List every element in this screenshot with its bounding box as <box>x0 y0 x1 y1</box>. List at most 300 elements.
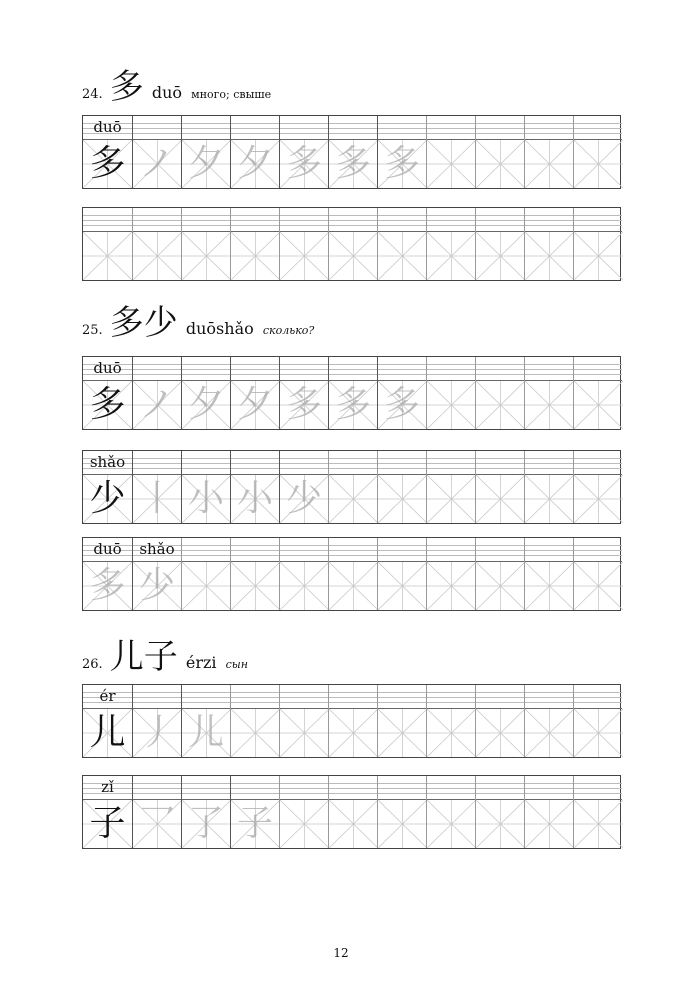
pinyin-guide-row <box>231 538 279 562</box>
grid-cell <box>573 208 622 280</box>
trace-character <box>525 140 573 188</box>
grid-cell <box>279 208 328 280</box>
cell-pinyin: duō <box>93 540 122 558</box>
grid-cell <box>377 538 426 610</box>
cell-pinyin: ér <box>99 687 116 705</box>
grid-cell <box>426 116 475 188</box>
grid-cell <box>132 451 181 523</box>
grid-cell <box>475 776 524 848</box>
trace-character <box>427 709 475 757</box>
mi-square <box>476 232 524 280</box>
pinyin-guide-row <box>182 776 230 800</box>
trace-character: 多 <box>383 143 420 184</box>
trace-character <box>329 709 377 757</box>
trace-character <box>476 562 524 610</box>
pinyin-guide-row <box>427 451 475 475</box>
mi-square <box>525 381 573 429</box>
grid-cell <box>475 116 524 188</box>
grid-cell <box>83 357 132 429</box>
trace-character: 乛 <box>138 803 175 844</box>
pinyin-guide-row <box>231 116 279 140</box>
mi-square <box>476 800 524 848</box>
grid-cell <box>377 451 426 523</box>
practice-grid <box>82 450 621 524</box>
mi-square <box>525 140 573 188</box>
trace-character: 多 <box>383 384 420 425</box>
trace-character <box>133 232 181 280</box>
grid-cell <box>83 451 132 523</box>
grid-cell <box>475 208 524 280</box>
pinyin-guide-row <box>574 776 622 800</box>
mi-square <box>182 475 230 523</box>
mi-square <box>329 140 377 188</box>
trace-character: 丨 <box>138 478 175 519</box>
trace-character <box>329 562 377 610</box>
mi-square <box>182 381 230 429</box>
grid-cell <box>573 116 622 188</box>
pinyin-guide-row <box>83 776 132 800</box>
pinyin-guide-row <box>83 208 132 232</box>
grid-cell <box>132 776 181 848</box>
trace-character <box>427 562 475 610</box>
mi-square <box>231 800 279 848</box>
trace-character <box>476 800 524 848</box>
grid-cell <box>279 116 328 188</box>
grid-cell <box>83 538 132 610</box>
grid-cell <box>426 357 475 429</box>
pinyin-guide-row <box>574 357 622 381</box>
entry-number: 25. <box>82 323 103 338</box>
grid-cell <box>230 776 279 848</box>
pinyin-guide-row <box>280 776 328 800</box>
grid-cell <box>426 538 475 610</box>
trace-character: 小 <box>236 478 273 519</box>
mi-square <box>378 232 426 280</box>
pinyin-guide-row <box>378 208 426 232</box>
page-number: 12 <box>333 946 349 960</box>
pinyin-guide-row <box>476 357 524 381</box>
mi-square <box>329 562 377 610</box>
entry-number: 24. <box>82 87 103 102</box>
mi-square <box>574 381 622 429</box>
mi-square <box>133 562 181 610</box>
mi-square <box>574 709 622 757</box>
mi-square <box>182 562 230 610</box>
grid-cell <box>328 685 377 757</box>
grid-cell <box>230 357 279 429</box>
mi-square <box>427 381 475 429</box>
mi-square <box>133 800 181 848</box>
mi-square <box>329 709 377 757</box>
pinyin-guide-row <box>280 451 328 475</box>
trace-character <box>182 232 230 280</box>
grid-cell <box>83 685 132 757</box>
grid-cell <box>524 776 573 848</box>
grid-cell <box>524 538 573 610</box>
trace-character <box>378 562 426 610</box>
pinyin-guide-row <box>231 357 279 381</box>
pinyin-guide-row <box>329 357 377 381</box>
trace-character: ノ <box>138 384 175 425</box>
trace-character <box>574 800 622 848</box>
mi-square <box>182 800 230 848</box>
pinyin-guide-row <box>574 116 622 140</box>
pinyin-guide-row <box>574 538 622 562</box>
grid-cell <box>83 776 132 848</box>
mi-square <box>83 381 132 429</box>
trace-character: 多 <box>285 384 322 425</box>
mi-square <box>133 475 181 523</box>
trace-character <box>476 232 524 280</box>
pinyin-guide-row <box>427 116 475 140</box>
pinyin-guide-row <box>427 685 475 709</box>
trace-character: 夕 <box>236 384 273 425</box>
pinyin-guide-row <box>525 357 573 381</box>
trace-character <box>231 709 279 757</box>
trace-character: 丿 <box>138 712 175 753</box>
model-character: 子 <box>89 803 126 844</box>
grid-cell <box>573 451 622 523</box>
mi-square <box>231 475 279 523</box>
grid-cell <box>426 451 475 523</box>
grid-cell <box>230 116 279 188</box>
mi-square <box>83 140 132 188</box>
trace-character: 儿 <box>187 712 224 753</box>
entry-pinyin: duō <box>151 83 183 102</box>
grid-cell <box>475 685 524 757</box>
pinyin-guide-row <box>378 685 426 709</box>
grid-cell <box>475 451 524 523</box>
trace-character <box>574 232 622 280</box>
mi-square <box>525 232 573 280</box>
trace-character <box>427 232 475 280</box>
trace-character <box>427 140 475 188</box>
pinyin-guide-row <box>133 357 181 381</box>
practice-grid <box>82 775 621 849</box>
pinyin-guide-row <box>378 451 426 475</box>
trace-character <box>476 709 524 757</box>
entry-pinyin: duōshǎo <box>185 319 254 338</box>
cell-pinyin: shǎo <box>89 453 126 471</box>
grid-cell <box>230 538 279 610</box>
trace-character <box>525 562 573 610</box>
mi-square <box>378 381 426 429</box>
grid-cell <box>475 538 524 610</box>
trace-character: 夕 <box>236 143 273 184</box>
trace-character <box>476 475 524 523</box>
trace-character <box>231 562 279 610</box>
mi-square <box>378 475 426 523</box>
pinyin-guide-row <box>525 538 573 562</box>
grid-cell <box>181 357 230 429</box>
trace-character: 夕 <box>187 143 224 184</box>
model-character: 多 <box>89 143 126 184</box>
pinyin-guide-row <box>280 538 328 562</box>
mi-square <box>231 140 279 188</box>
mi-square <box>574 800 622 848</box>
trace-character: 了 <box>187 803 224 844</box>
grid-cell <box>524 208 573 280</box>
grid-cell <box>377 685 426 757</box>
entry-hanzi: 多 <box>109 67 144 107</box>
pinyin-guide-row <box>329 116 377 140</box>
pinyin-guide-row <box>133 685 181 709</box>
trace-character <box>329 800 377 848</box>
mi-square <box>182 709 230 757</box>
mi-square <box>133 709 181 757</box>
entry-meaning: сын <box>225 658 249 671</box>
trace-character <box>574 562 622 610</box>
mi-square <box>525 475 573 523</box>
grid-cell <box>279 538 328 610</box>
pinyin-guide-row <box>231 685 279 709</box>
trace-character <box>378 232 426 280</box>
mi-square <box>427 709 475 757</box>
grid-cell <box>279 451 328 523</box>
grid-cell <box>279 685 328 757</box>
pinyin-guide-row <box>427 538 475 562</box>
trace-character: 少 <box>285 478 322 519</box>
grid-cell <box>132 208 181 280</box>
pinyin-guide-row <box>427 776 475 800</box>
grid-cell <box>181 685 230 757</box>
pinyin-guide-row <box>476 538 524 562</box>
mi-square <box>280 140 328 188</box>
entry-meaning: много; свыше <box>191 88 272 101</box>
trace-character <box>378 709 426 757</box>
mi-square <box>329 232 377 280</box>
pinyin-guide-row <box>83 685 132 709</box>
trace-character <box>182 562 230 610</box>
trace-character <box>574 381 622 429</box>
grid-cell <box>573 776 622 848</box>
mi-square <box>83 232 132 280</box>
pinyin-guide-row <box>525 685 573 709</box>
trace-character <box>525 709 573 757</box>
trace-character <box>525 800 573 848</box>
pinyin-guide-row <box>280 116 328 140</box>
grid-cell <box>230 208 279 280</box>
entry-hanzi: 多少 <box>109 303 178 343</box>
pinyin-guide-row <box>182 538 230 562</box>
mi-square <box>280 381 328 429</box>
pinyin-guide-row <box>525 451 573 475</box>
trace-character <box>574 709 622 757</box>
grid-cell <box>328 776 377 848</box>
trace-character <box>427 475 475 523</box>
entry-hanzi: 儿子 <box>109 637 178 677</box>
grid-cell <box>132 357 181 429</box>
trace-character <box>525 232 573 280</box>
pinyin-guide-row <box>329 776 377 800</box>
grid-cell <box>328 357 377 429</box>
grid-cell <box>524 451 573 523</box>
pinyin-guide-row <box>574 685 622 709</box>
trace-character <box>525 381 573 429</box>
trace-character: 多 <box>89 565 126 606</box>
grid-cell <box>132 538 181 610</box>
trace-character <box>231 232 279 280</box>
pinyin-guide-row <box>133 451 181 475</box>
pinyin-guide-row <box>574 208 622 232</box>
grid-cell <box>328 451 377 523</box>
grid-cell <box>328 538 377 610</box>
model-character: 多 <box>89 384 126 425</box>
mi-square <box>427 562 475 610</box>
trace-character: 夕 <box>187 384 224 425</box>
trace-character <box>378 475 426 523</box>
pinyin-guide-row <box>525 776 573 800</box>
grid-cell <box>377 116 426 188</box>
cell-pinyin: duō <box>93 359 122 377</box>
trace-character <box>476 381 524 429</box>
pinyin-guide-row <box>476 776 524 800</box>
grid-cell <box>181 776 230 848</box>
grid-cell <box>377 208 426 280</box>
mi-square <box>574 140 622 188</box>
mi-square <box>329 381 377 429</box>
grid-cell <box>426 208 475 280</box>
trace-character <box>280 709 328 757</box>
mi-square <box>83 709 132 757</box>
practice-grid <box>82 115 621 189</box>
trace-character <box>280 800 328 848</box>
cell-pinyin: shǎo <box>139 540 175 558</box>
grid-cell <box>328 208 377 280</box>
trace-character: 小 <box>187 478 224 519</box>
trace-character <box>83 232 132 280</box>
mi-square <box>231 709 279 757</box>
practice-grid <box>82 537 621 611</box>
trace-character <box>574 140 622 188</box>
mi-square <box>280 800 328 848</box>
grid-cell <box>377 776 426 848</box>
mi-square <box>525 562 573 610</box>
trace-character <box>329 232 377 280</box>
mi-square <box>378 140 426 188</box>
pinyin-guide-row <box>574 451 622 475</box>
mi-square <box>476 709 524 757</box>
pinyin-guide-row <box>378 776 426 800</box>
grid-cell <box>573 357 622 429</box>
grid-cell <box>573 685 622 757</box>
grid-cell <box>132 116 181 188</box>
mi-square <box>378 562 426 610</box>
mi-square <box>231 232 279 280</box>
grid-cell <box>426 685 475 757</box>
mi-square <box>83 800 132 848</box>
mi-square <box>427 232 475 280</box>
mi-square <box>525 800 573 848</box>
trace-character <box>329 475 377 523</box>
trace-character: 少 <box>138 565 175 606</box>
trace-character: ノ <box>138 143 175 184</box>
mi-square <box>133 140 181 188</box>
mi-square <box>476 140 524 188</box>
mi-square <box>280 562 328 610</box>
pinyin-guide-row <box>133 208 181 232</box>
trace-character <box>280 232 328 280</box>
trace-character <box>427 381 475 429</box>
mi-square <box>329 475 377 523</box>
pinyin-guide-row <box>329 538 377 562</box>
mi-square <box>427 800 475 848</box>
pinyin-guide-row <box>280 685 328 709</box>
pinyin-guide-row <box>280 357 328 381</box>
pinyin-guide-row <box>329 685 377 709</box>
mi-square <box>574 562 622 610</box>
pinyin-guide-row <box>280 208 328 232</box>
pinyin-guide-row <box>476 451 524 475</box>
grid-cell <box>230 451 279 523</box>
grid-cell <box>181 208 230 280</box>
grid-cell <box>181 538 230 610</box>
entry-heading <box>82 303 315 343</box>
trace-character: 子 <box>236 803 273 844</box>
mi-square <box>427 475 475 523</box>
mi-square <box>574 475 622 523</box>
mi-square <box>280 475 328 523</box>
mi-square <box>476 562 524 610</box>
mi-square <box>525 709 573 757</box>
mi-square <box>574 232 622 280</box>
trace-character: 多 <box>285 143 322 184</box>
entry-number: 26. <box>82 657 103 672</box>
entry-heading <box>82 67 272 107</box>
grid-cell <box>524 357 573 429</box>
grid-cell <box>83 116 132 188</box>
pinyin-guide-row <box>182 357 230 381</box>
mi-square <box>83 562 132 610</box>
mi-square <box>231 381 279 429</box>
pinyin-guide-row <box>133 776 181 800</box>
trace-character <box>378 800 426 848</box>
trace-character <box>280 562 328 610</box>
trace-character <box>574 475 622 523</box>
grid-cell <box>83 208 132 280</box>
mi-square <box>427 140 475 188</box>
mi-square <box>476 475 524 523</box>
pinyin-guide-row <box>476 208 524 232</box>
mi-square <box>280 232 328 280</box>
mi-square <box>378 709 426 757</box>
pinyin-guide-row <box>476 116 524 140</box>
mi-square <box>182 140 230 188</box>
pinyin-guide-row <box>182 451 230 475</box>
trace-character <box>525 475 573 523</box>
cell-pinyin: zǐ <box>101 778 114 796</box>
pinyin-guide-row <box>427 208 475 232</box>
mi-square <box>378 800 426 848</box>
pinyin-guide-row <box>83 116 132 140</box>
pinyin-guide-row <box>231 451 279 475</box>
grid-cell <box>328 116 377 188</box>
grid-cell <box>132 685 181 757</box>
pinyin-guide-row <box>525 208 573 232</box>
grid-cell <box>230 685 279 757</box>
practice-grid <box>82 356 621 430</box>
grid-cell <box>475 357 524 429</box>
mi-square <box>329 800 377 848</box>
pinyin-guide-row <box>83 451 132 475</box>
grid-cell <box>426 776 475 848</box>
pinyin-guide-row <box>83 538 132 562</box>
model-character: 少 <box>89 478 126 519</box>
pinyin-guide-row <box>133 116 181 140</box>
pinyin-guide-row <box>133 538 181 562</box>
pinyin-guide-row <box>378 357 426 381</box>
grid-cell <box>181 116 230 188</box>
